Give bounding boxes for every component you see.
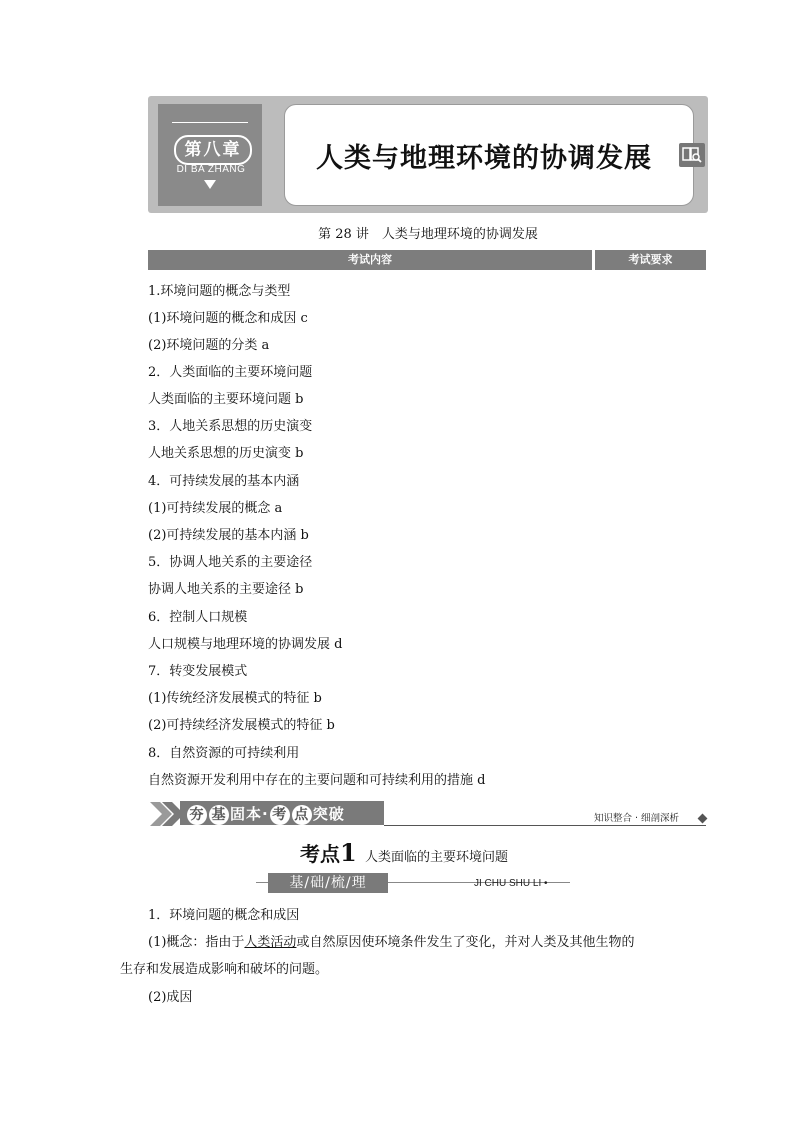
book-search-icon — [679, 143, 705, 167]
kaodian-title — [300, 838, 508, 867]
section-dot: · — [262, 805, 269, 823]
diamond-icon — [698, 814, 708, 824]
section-text: 固本 — [230, 805, 263, 823]
syllabus-item: 人地关系思想的历史演变 b — [148, 446, 304, 461]
syllabus-heading: 8．自然资源的可持续利用 — [148, 746, 300, 761]
body-text: 或自然原因使环境条件发生了变化，并对人类及其他生物的 — [296, 935, 635, 950]
table-header-requirement: 考试要求 — [595, 250, 706, 270]
syllabus-item: 人口规模与地理环境的协调发展 d — [148, 637, 343, 652]
badge-decoration-line — [172, 122, 248, 123]
section-text: 突破 — [312, 805, 345, 823]
syllabus-item: (1)环境问题的概念和成因 c — [148, 311, 308, 326]
syllabus-item: 人类面临的主要环境问题 b — [148, 392, 304, 407]
section-title — [186, 803, 345, 825]
chapter-title: 人类与地理环境的协调发展 — [316, 143, 652, 174]
body-underlined-term: 人类活动 — [244, 935, 297, 950]
syllabus-item: (2)可持续发展的基本内涵 b — [148, 528, 309, 543]
chapter-badge-pinyin: DI BA ZHANG — [176, 164, 246, 175]
syllabus-heading: 2．人类面临的主要环境问题 — [148, 365, 313, 380]
table-header-content: 考试内容 — [148, 250, 592, 270]
double-chevron-icon — [150, 802, 184, 830]
jichu-pinyin: JI CHU SHU LI • — [474, 878, 548, 889]
body-paragraph — [148, 931, 634, 950]
section-subtitle: 知识整合 · 细剖深析 — [594, 813, 680, 824]
syllabus-heading: 3．人地关系思想的历史演变 — [148, 419, 313, 434]
syllabus-heading: 7．转变发展模式 — [148, 664, 248, 679]
section-char: 基 — [209, 805, 229, 825]
kaodian-label: 考点 — [300, 842, 340, 866]
triangle-down-icon — [204, 180, 216, 189]
syllabus-item: (2)可持续经济发展模式的特征 b — [148, 718, 335, 733]
syllabus-heading: 6．控制人口规模 — [148, 610, 248, 625]
lecture-title: 第 28 讲 人类与地理环境的协调发展 — [318, 227, 538, 242]
body-heading: 1．环境问题的概念和成因 — [148, 908, 300, 923]
syllabus-item: 协调人地关系的主要途径 b — [148, 582, 304, 597]
section-underline — [384, 825, 706, 826]
body-subheading: (2)成因 — [148, 990, 193, 1005]
section-char: 夯 — [187, 805, 207, 825]
kaodian-number: 1 — [340, 838, 357, 867]
kaodian-text: 人类面临的主要环境问题 — [364, 850, 508, 865]
syllabus-item: (2)环境问题的分类 a — [148, 338, 270, 353]
chapter-badge-label: 第八章 — [174, 135, 252, 165]
section-char: 点 — [292, 805, 312, 825]
syllabus-heading: 4．可持续发展的基本内涵 — [148, 474, 300, 489]
syllabus-heading: 1.环境问题的概念与类型 — [148, 284, 291, 299]
jichu-label: 基/础/梳/理 — [268, 873, 388, 893]
body-paragraph-continued: 生存和发展造成影响和破坏的问题。 — [120, 962, 329, 977]
syllabus-heading: 5．协调人地关系的主要途径 — [148, 555, 313, 570]
body-text: (1)概念：指由于 — [148, 935, 245, 950]
syllabus-item: (1)可持续发展的概念 a — [148, 501, 283, 516]
syllabus-item: (1)传统经济发展模式的特征 b — [148, 691, 322, 706]
syllabus-item: 自然资源开发利用中存在的主要问题和可持续利用的措施 d — [148, 773, 486, 788]
section-char: 考 — [270, 805, 290, 825]
